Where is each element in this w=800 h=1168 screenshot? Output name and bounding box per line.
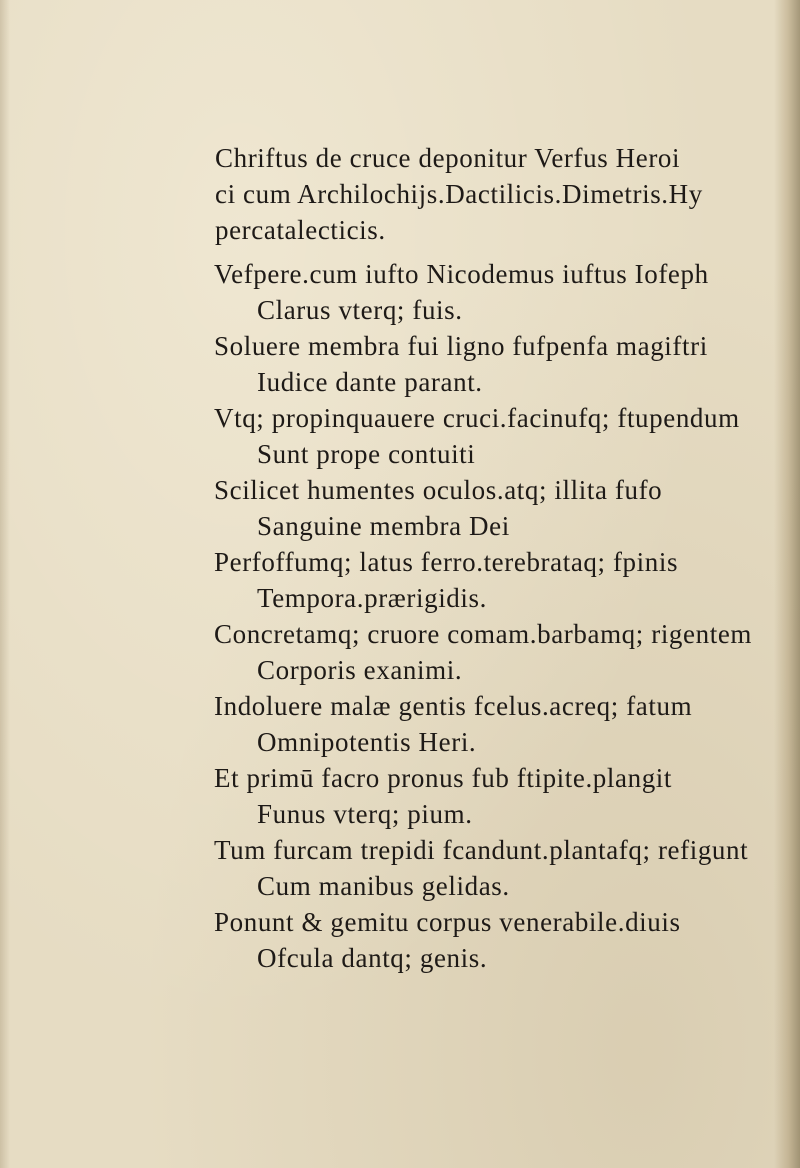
verse-line: Perfoffumq; latus ferro.terebrataq; fpinis	[214, 547, 679, 577]
heading-line: percatalecticis.	[215, 215, 386, 245]
heading-line: ci cum Archilochijs.Dactilicis.Dimetris.Hy	[215, 179, 703, 209]
verse-line: Vtq; propinquauere cruci.facinufq; ftupendum	[214, 403, 740, 433]
verse-line: Concretamq; cruore comam.barbamq; rigentem	[214, 619, 753, 649]
verse-line: Sanguine membra Dei	[257, 511, 510, 541]
verse-line: Et primū facro pronus fub ftipite.plangit	[214, 763, 672, 793]
verse-line: Tum furcam trepidi fcandunt.plantafq; refigunt	[214, 835, 749, 865]
verse-line: Corporis exanimi.	[257, 655, 463, 685]
verse-line: Funus vterq; pium.	[257, 799, 473, 829]
verse-line: Indoluere malæ gentis fcelus.acreq; fatum	[214, 691, 693, 721]
verse-line: Clarus vterq; fuis.	[257, 295, 463, 325]
heading-line: Chriftus de cruce deponitur Verfus Heroi	[215, 143, 681, 173]
verse-line: Sunt prope contuiti	[257, 439, 476, 469]
verse-line: Ofcula dantq; genis.	[257, 943, 488, 973]
verse-line: Ponunt & gemitu corpus venerabile.diuis	[214, 907, 681, 937]
verse-line: Cum manibus gelidas.	[257, 871, 510, 901]
verse-line: Vefpere.cum iufto Nicodemus iuftus Iofeph	[214, 259, 709, 289]
verse-line: Omnipotentis Heri.	[257, 727, 477, 757]
verse-line: Soluere membra fui ligno fufpenfa magiftri	[214, 331, 708, 361]
verse-line: Scilicet humentes oculos.atq; illita fufo	[214, 475, 663, 505]
verse-line: Tempora.prærigidis.	[257, 583, 487, 613]
verse-line: Iudice dante parant.	[257, 367, 483, 397]
